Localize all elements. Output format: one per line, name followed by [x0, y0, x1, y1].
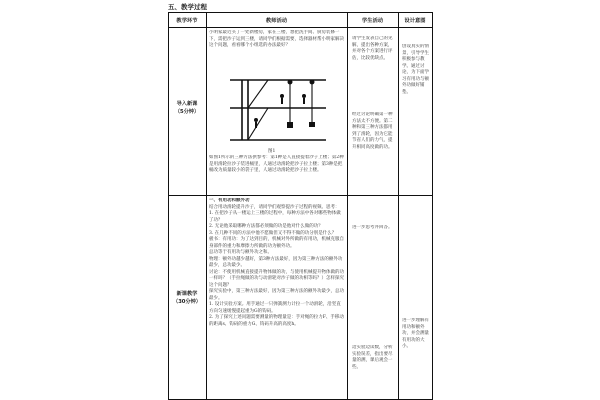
- header-stage: 教学环节: [176, 17, 198, 24]
- new-line: 探究实验中，第三种方法最好，因为第三种方法的额外功最少，总功最少。: [209, 289, 344, 301]
- stage-intro: [168, 100, 206, 116]
- new-line: 3. 在几种不同的方法中他不愿做但又不得不做的功分别是什么？: [209, 230, 337, 236]
- figure-caption: 图1: [268, 149, 276, 154]
- new-line: 物理：额外功越少越好，第3种方法最好，因为第三种方法的额外功最少，总功最少。: [209, 256, 343, 268]
- new-line: 2. 无论他采取哪种方法都必须做的功是他对什么做的功？: [209, 224, 323, 229]
- new-student-text-2: 边实验边读数，分析实验误差，指出要尽量的测，课后观会一些。: [352, 345, 393, 370]
- intro-student-text-1: 请学生发表自己的见解，提出各种方案，并对各个方案进行评估，比较优缺点。: [352, 36, 393, 61]
- stage-new-name: 新课教学: [176, 291, 198, 297]
- new-teacher-text: [209, 198, 345, 398]
- new-line: 总功等于有用功与额外功之和。: [209, 250, 272, 255]
- header-design: 设计意图: [404, 17, 426, 24]
- stage-intro-name: 导入新课: [176, 101, 198, 107]
- pulley-figure: [228, 72, 328, 147]
- new-line: 1. 设计实验方案。用手通过一只弹簧测力计拉一个动滑轮，沿竖直方向匀速缓慢提起重为G的钩码。: [209, 302, 341, 314]
- new-line: 1. 在把沙子从一楼运上三楼的过程中，每种方法中各对哪些物体做了功？: [209, 211, 341, 223]
- stage-new-time: （30分钟）: [173, 299, 201, 305]
- header-student: 学生活动: [361, 17, 384, 24]
- new-line: 2. 为了探究上述问题需要测量的物理量是：手对绳的拉力F、手移动的距离s、钩码的重力G、钩码升高的高度h。: [209, 315, 344, 327]
- intro-design-text: 创设真实的情景，引导学生积极参与教学。通过讨论，为下面学习有用功与额外功做好铺垫。: [402, 44, 429, 95]
- intro-student-text-2: 经过讨论明确第一种方法太不方便。第二种和第三种方法都用到了滑轮，因为它能节省人们的力气，提升相同高度做的功。: [352, 112, 393, 150]
- new-student-text-1: 进一步思考并回答。: [352, 225, 393, 230]
- new-design-text: 进一步理解有用功和额外功，并会测量有用功的大小。: [402, 318, 429, 349]
- header-teacher: 教师活动: [265, 17, 288, 24]
- new-heading: 一、有用功和额外功: [209, 198, 250, 203]
- new-line: 结合用动滑轮提升沙子，请同学们观察提沙子过程的视频。思考：: [209, 204, 340, 210]
- section-title: 五、教学过程: [168, 3, 207, 11]
- stage-intro-time: （5分钟）: [174, 109, 200, 115]
- stage-new: [168, 290, 206, 306]
- intro-teacher-text-2: 如图1所示的三种方法供参考：第1种是人直接提着沙子上楼；第2种是用滑轮拉沙子装进桶里，人通过动滑轮把沙子拉上楼；第3种是把桶改为质量较小的袋子里，人通过动滑轮把沙子拉上楼。: [209, 155, 344, 173]
- new-line: 板书：有用功：为了达到目的，机械对外所做的有用功，机械克服自身部件的重力和摩擦力所做的功为额外功。: [209, 237, 344, 249]
- intro-teacher-text: 小明家最近买了一处新楼房，家在三楼，想把洗手间、厨房装修一下，需把沙子运到三楼，请同学们根据需要，选择器材帮小明家解决这个问题，看看哪个小组选的办法最好？: [209, 30, 344, 48]
- new-line: 讨论：不使用机械直接提升物体做的功，与使用机械提升物体做的功一样吗？（手拉绳做的功与动滑轮对沙子做的功相等吗？）怎样探究这个问题？: [209, 269, 344, 288]
